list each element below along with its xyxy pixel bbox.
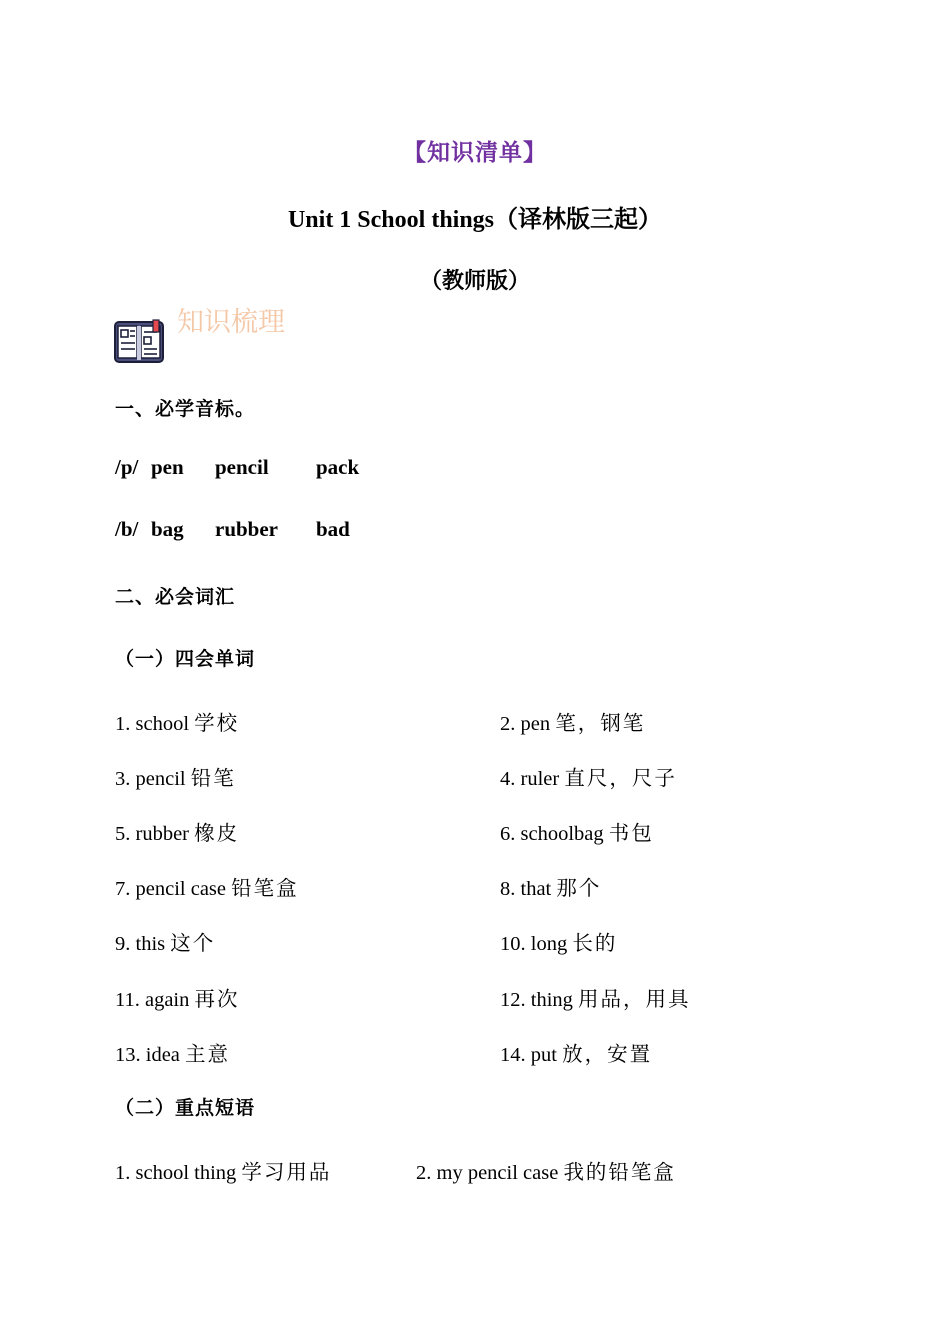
banner-title: 【知识清单】 xyxy=(403,140,547,165)
phonetic-word: bag xyxy=(151,517,184,541)
vocab-item: 7. pencil case 铅笔盒 xyxy=(115,878,299,900)
phonetic-word: bad xyxy=(316,517,350,541)
vocab-item: 8. that 那个 xyxy=(500,878,602,900)
phonetic-word: pack xyxy=(316,455,360,479)
phonetic-symbol: /b/ xyxy=(115,517,139,541)
phonetic-symbol: /p/ xyxy=(115,455,139,479)
heading-key-phrases: （二）重点短语 xyxy=(115,1098,256,1119)
vocab-item: 14. put 放，安置 xyxy=(500,1044,653,1066)
heading-four-skill-words: （一）四会单词 xyxy=(115,649,256,670)
document-subtitle: （教师版） xyxy=(419,268,530,293)
vocab-item: 4. ruler 直尺，尺子 xyxy=(500,768,677,790)
vocab-item: 9. this 这个 xyxy=(115,933,216,955)
vocab-item: 3. pencil 铅笔 xyxy=(115,768,236,790)
vocab-item: 13. idea 主意 xyxy=(115,1044,231,1066)
phonetic-word: pen xyxy=(151,455,184,479)
vocab-item: 11. again 再次 xyxy=(115,989,240,1011)
vocab-item: 5. rubber 橡皮 xyxy=(115,823,240,845)
vocab-item: 1. school 学校 xyxy=(115,713,240,735)
heading-vocabulary: 二、必会词汇 xyxy=(115,587,236,608)
vocab-item: 12. thing 用品，用具 xyxy=(500,989,691,1011)
phonetic-word: rubber xyxy=(215,517,278,541)
vocab-item: 2. pen 笔，钢笔 xyxy=(500,713,646,735)
vocab-item: 10. long 长的 xyxy=(500,933,618,955)
section-title: 知识梳理 xyxy=(177,307,285,338)
phrase-item: 2. my pencil case 我的铅笔盒 xyxy=(416,1162,676,1184)
vocab-item: 6. schoolbag 书包 xyxy=(500,823,654,845)
phrase-item: 1. school thing 学习用品 xyxy=(115,1162,332,1184)
document-title: Unit 1 School things（译林版三起） xyxy=(287,207,663,233)
heading-phonetics: 一、必学音标。 xyxy=(115,399,256,420)
book-icon xyxy=(113,318,165,366)
phonetic-word: pencil xyxy=(215,455,269,479)
